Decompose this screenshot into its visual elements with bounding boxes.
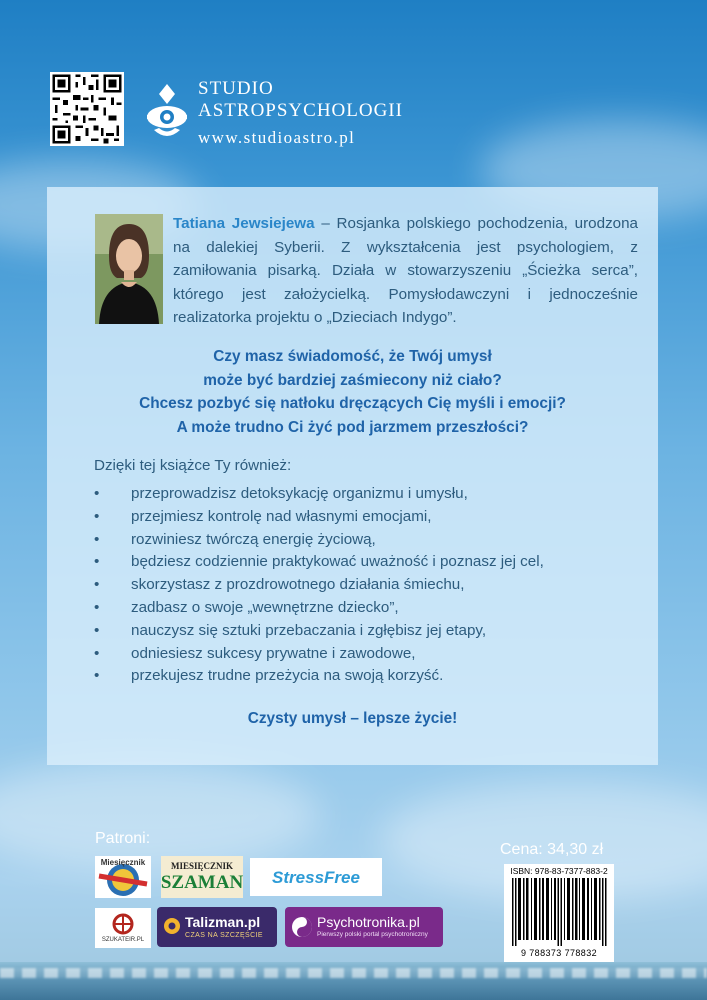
patrons-label: Patroni: [95, 830, 151, 847]
barcode-digits: 9 788373 778832 [520, 948, 598, 958]
list-item: • zadbasz o swoje „wewnętrzne dziecko”, [94, 597, 544, 620]
talizman-sun-icon [163, 917, 181, 935]
sea-foam [0, 968, 707, 978]
benefits-intro: Dzięki tej książce Ty również: [94, 457, 292, 474]
price-label: Cena: 34,30 zł [500, 841, 604, 858]
list-item: • odniesiesz sukcesy prywatne i zawodowe, [94, 643, 544, 666]
patron-logo-psychotronika[interactable] [285, 907, 443, 947]
svg-text:Miesięcznik: Miesięcznik [100, 858, 146, 867]
studio-logo-icon [142, 82, 192, 142]
author-bio [173, 212, 638, 330]
studio-name-line2: ASTROPSYCHOLOGII [198, 100, 403, 121]
patron-logo-stressfree[interactable] [250, 858, 382, 896]
list-item: • rozwiniesz twórczą energię życiową, [94, 529, 544, 552]
question-line: A może trudno Ci żyć pod jarzmem przeszłości? [176, 418, 529, 436]
patron-logo-talizman[interactable] [157, 907, 277, 947]
list-item: • przejmiesz kontrolę nad własnymi emocjami, [94, 506, 544, 529]
list-item: • skorzystasz z prozdrowotnego działania śmiechu, [94, 574, 544, 597]
author-bio-text: – Rosjanka polskiego pochodzenia, urodzona na dalekiej Syberii. Z wykształcenia jest psychologiem, z zamiłowania pisarką. Działa w stowarzyszeniu „Ścieżka serca”, którego jest założycielką. Pomysłodawczyni i jednocześnie realizatorka projektu o „Dzieciach Indygo”. [173, 215, 638, 326]
list-item: • przekujesz trudne przeżycia na swoją korzyść. [94, 665, 544, 688]
talizman-subtitle: CZAS NA SZCZĘŚCIE [185, 932, 263, 939]
talizman-title: Talizman.pl [185, 914, 261, 930]
psychotronika-title: Psychotronika.pl [317, 914, 420, 931]
author-name: Tatiana Jewsiejewa [173, 215, 315, 232]
isbn-number: ISBN: 978-83-7377-883-2 [510, 866, 608, 876]
szukamy-label: SZUKATEIR.PL [101, 937, 145, 943]
szukamy-emblem-icon [109, 913, 137, 937]
studio-website[interactable]: www.studioastro.pl [198, 128, 356, 147]
benefits-list [94, 483, 544, 688]
studio-name-line1: STUDIO [198, 78, 274, 99]
szaman-monthly-label: MIESIĘCZNIK [170, 861, 233, 871]
question-block [47, 345, 658, 439]
szaman-title: SZAMAN [161, 872, 243, 893]
qr-code [50, 72, 124, 146]
patron-logo-szaman[interactable] [161, 856, 243, 898]
stressfree-title: StressFree [272, 867, 360, 887]
question-line: Czy masz świadomość, że Twój umysł [213, 348, 492, 365]
slogan: Czysty umysł – lepsze życie! [247, 710, 458, 727]
list-item: • będziesz codziennie praktykować uważność i poznasz jej cel, [94, 551, 544, 574]
list-item: • nauczysz się sztuki przebaczania i zgłębisz jej etapy, [94, 620, 544, 643]
cloud-decoration [0, 760, 320, 870]
patron-logo-miesiecznik-czas[interactable] [95, 856, 151, 898]
psychotronika-subtitle: Pierwszy polski portal psychotroniczny [317, 931, 428, 939]
studio-logo-text [198, 78, 403, 150]
author-photo [95, 214, 163, 324]
description-panel [47, 187, 658, 765]
list-item: • przeprowadzisz detoksykację organizmu i umysłu, [94, 483, 544, 506]
isbn-barcode [504, 864, 614, 962]
patron-logo-szukamy[interactable] [95, 908, 151, 948]
question-line: Chcesz pozbyć się natłoku dręczących Cię myśli i emocji? [139, 395, 566, 412]
yin-yang-icon [291, 916, 313, 938]
question-line: może być bardziej zaśmiecony niż ciało? [203, 371, 502, 389]
